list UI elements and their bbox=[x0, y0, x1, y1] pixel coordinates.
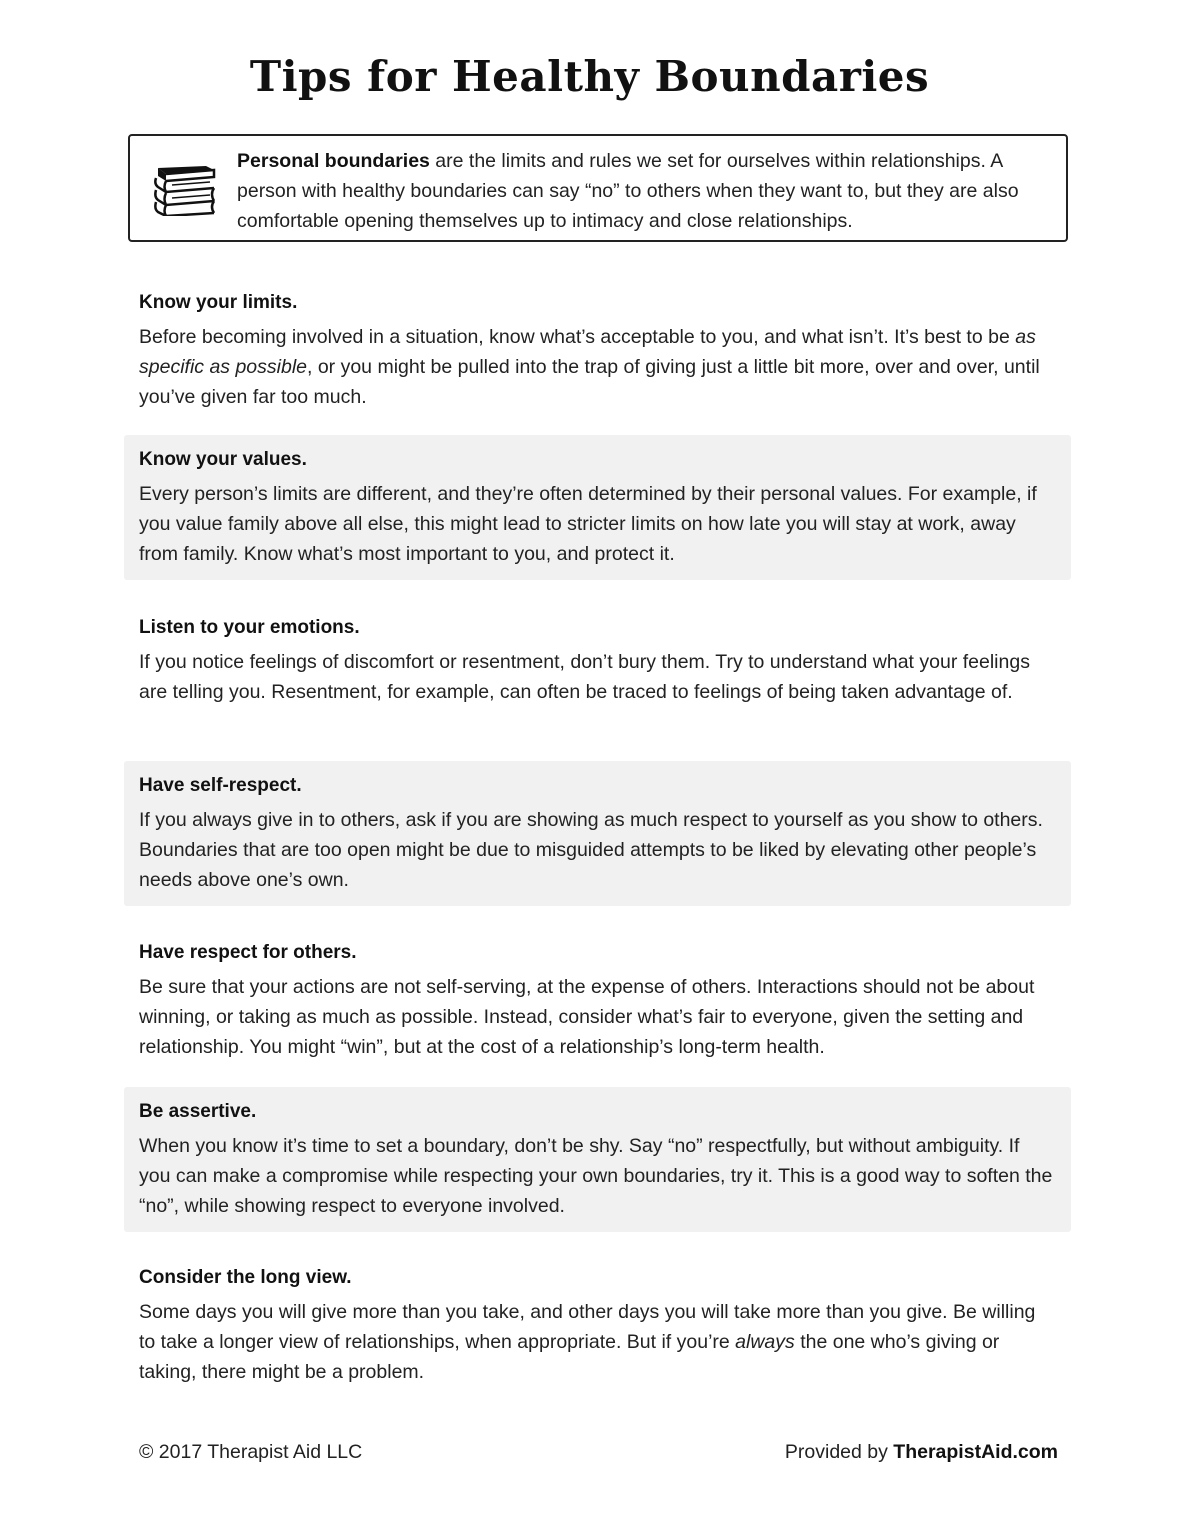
tip-section-values bbox=[124, 435, 1071, 580]
intro-bold-lead: Personal boundaries bbox=[237, 150, 430, 172]
books-stack-icon bbox=[152, 164, 218, 216]
tip-heading: Be assertive. bbox=[139, 1101, 257, 1122]
tip-section-limits bbox=[124, 278, 1071, 418]
intro-text bbox=[237, 146, 1056, 236]
page-title: Tips for Healthy Boundaries bbox=[249, 52, 930, 101]
tip-text: Every person’s limits are different, and they’re often determined by their personal values. For example, if you value family above all else, this might lead to stricter limits on how late you will stay at work, away from family. Know what’s most important to you, and protect it. bbox=[139, 483, 1037, 565]
copyright-text: © 2017 Therapist Aid LLC bbox=[139, 1441, 363, 1463]
tip-text: Before becoming involved in a situation, know what’s acceptable to you, and what isn’t. It’s best to be as specific as possible, or you might be pulled into the trap of giving just a little bit more, over and over, until you’ve given far too much. bbox=[139, 326, 1040, 408]
tip-heading: Consider the long view. bbox=[139, 1267, 352, 1288]
tip-text: Be sure that your actions are not self-serving, at the expense of others. Interactions should not be about winning, or taking as much as possible. Instead, consider what’s fair to everyone, given the setting and relationship. You might “win”, but at the cost of a relationship’s long-term health. bbox=[139, 976, 1035, 1058]
brand-link[interactable]: TherapistAid.com bbox=[893, 1441, 1058, 1463]
provided-by: Provided by TherapistAid.com bbox=[784, 1441, 1058, 1463]
tip-text: If you notice feelings of discomfort or resentment, don’t bury them. Try to understand what your feelings are telling you. Resentment, for example, can often be traced to feelings of being taken advantage of. bbox=[139, 651, 1030, 703]
tip-heading: Have respect for others. bbox=[139, 942, 357, 963]
tip-section-long-view bbox=[124, 1253, 1071, 1393]
tip-heading: Listen to your emotions. bbox=[139, 617, 360, 638]
tip-section-respect-others bbox=[124, 928, 1071, 1068]
tip-heading: Have self-respect. bbox=[139, 775, 302, 796]
intro-body: are the limits and rules we set for ourselves within relationships. A person with healthy boundaries can say “no” to others when they want to, but they are also comfortable opening themselves up to intimacy and close relationships. bbox=[237, 150, 1019, 232]
tip-section-emotions bbox=[124, 603, 1071, 743]
tip-section-self-respect bbox=[124, 761, 1071, 906]
tip-section-assertive bbox=[124, 1087, 1071, 1232]
tip-heading: Know your limits. bbox=[139, 292, 298, 313]
tip-text: If you always give in to others, ask if you are showing as much respect to yourself as you show to others. Boundaries that are too open might be due to misguided attempts to be liked by elevating other people’s needs above one’s own. bbox=[139, 809, 1043, 891]
tip-text: Some days you will give more than you take, and other days you will take more than you give. Be willing to take a longer view of relationships, when appropriate. But if you’re always the one who’s giving or taking, there might be a problem. bbox=[139, 1301, 1036, 1383]
tip-heading: Know your values. bbox=[139, 449, 307, 470]
tip-text: When you know it’s time to set a boundary, don’t be shy. Say “no” respectfully, but without ambiguity. If you can make a compromise while respecting your own boundaries, try it. This is a good way to soften the “no”, while showing respect to everyone involved. bbox=[139, 1135, 1053, 1217]
intro-box bbox=[128, 134, 1068, 242]
